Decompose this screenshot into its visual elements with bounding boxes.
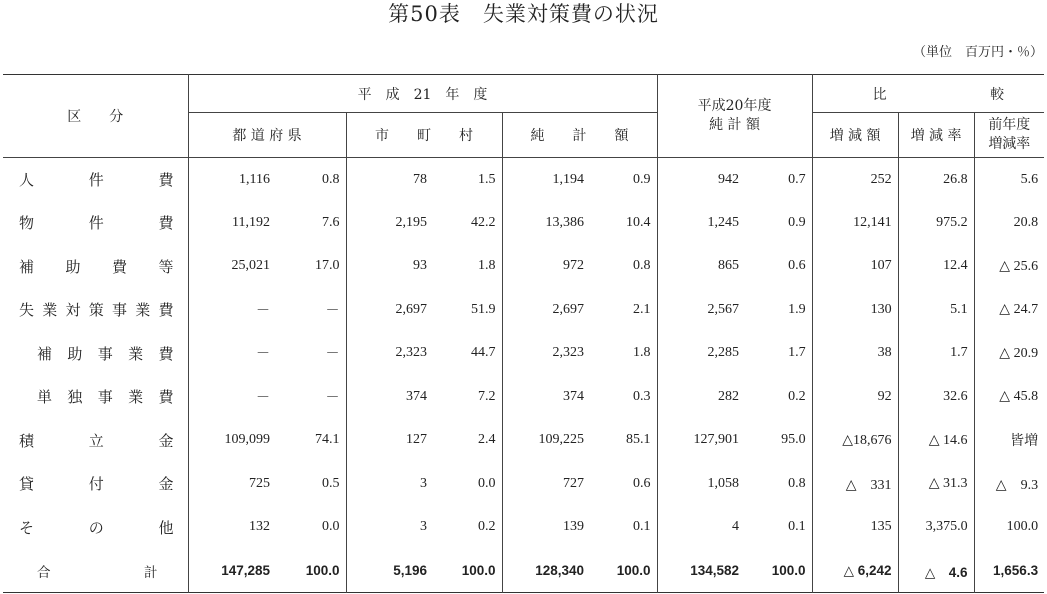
cell-y20-amount: 2,285 [657,332,745,376]
cell-prev-rate: △ 45.8 [974,375,1044,419]
row-label: 単独事業費 [37,390,174,407]
cell-y20-amount: 2,567 [657,288,745,332]
cell-pref-percent: － [325,347,340,363]
cell-pref-amount: 132 [188,506,276,550]
cell-net-amount: 1,194 [502,158,590,202]
cell-net-amount: 139 [502,506,590,550]
cell-diff-rate: 5.1 [898,288,974,332]
cell-muni-percent: 0.2 [478,519,496,535]
cell-y20-percent: 0.2 [788,388,806,404]
cell-muni-percent: 100.0 [461,563,496,578]
cell-prev-rate: △ 24.7 [974,288,1044,332]
unemployment-measures-table [3,74,1044,593]
cell-net-amount: 374 [502,375,590,419]
cell-net-percent: 85.1 [626,432,651,448]
cell-diff-amount: △ 331 [812,462,898,506]
cell-diff-rate: 3,375.0 [898,506,974,550]
cell-prev-rate: 皆増 [974,419,1044,463]
header-prefecture: 都 道 府 県 [188,113,346,158]
cell-y20-percent: 0.6 [788,258,806,274]
cell-y20-amount: 1,245 [657,201,745,245]
cell-muni-percent: 0.0 [478,475,496,491]
cell-pref-percent: 0.8 [322,171,340,187]
cell-net-amount: 2,697 [502,288,590,332]
cell-prev-rate: 100.0 [974,506,1044,550]
cell-y20-percent: 1.9 [788,301,806,317]
cell-pref-amount: 725 [188,462,276,506]
header-diff-rate: 増 減 率 [898,113,974,158]
header-year21: 平 成 21 年 度 [188,75,657,113]
table-row [3,332,1044,376]
header-year20: 平成20年度 純 計 額 [657,75,812,158]
cell-diff-amount: 130 [812,288,898,332]
row-label: その他 [19,520,174,537]
cell-muni-amount: 3 [346,506,433,550]
cell-pref-amount: － [188,332,276,376]
row-label: 合計 [37,564,158,581]
cell-pref-percent: 7.6 [322,214,340,230]
cell-prev-rate: △ 25.6 [974,245,1044,289]
row-label: 物件費 [19,216,174,233]
cell-net-amount: 972 [502,245,590,289]
cell-y20-amount: 4 [657,506,745,550]
cell-diff-rate: △ 4.6 [898,549,974,593]
table-row-total [3,549,1044,593]
cell-y20-percent: 100.0 [771,563,806,578]
cell-net-amount: 109,225 [502,419,590,463]
header-prev-rate: 前年度 増減率 [974,113,1044,158]
table-row [3,288,1044,332]
row-label: 失業対策事業費 [19,303,174,320]
cell-net-amount: 128,340 [502,549,590,593]
cell-pref-percent: 0.5 [322,475,340,491]
header-kubun: 区 分 [3,75,188,158]
cell-pref-percent: 100.0 [305,563,340,578]
cell-diff-amount: 107 [812,245,898,289]
cell-net-percent: 0.8 [633,258,651,274]
cell-muni-percent: 1.8 [478,258,496,274]
cell-muni-percent: 44.7 [471,345,496,361]
row-label: 貸付金 [19,477,174,494]
cell-muni-amount: 2,195 [346,201,433,245]
cell-y20-amount: 942 [657,158,745,202]
table-row [3,245,1044,289]
cell-diff-rate: 26.8 [898,158,974,202]
table-row [3,419,1044,463]
cell-prev-rate: △ 20.9 [974,332,1044,376]
cell-net-percent: 100.0 [616,563,651,578]
cell-pref-amount: 109,099 [188,419,276,463]
cell-y20-percent: 0.9 [788,214,806,230]
cell-pref-percent: － [325,303,340,319]
cell-diff-amount: △ 6,242 [812,549,898,593]
header-compare: 比 較 [812,75,1044,113]
cell-y20-percent: 95.0 [781,432,806,448]
header-diff-amount: 増 減 額 [812,113,898,158]
cell-y20-amount: 282 [657,375,745,419]
header-net-total: 純 計 額 [502,113,657,158]
cell-muni-percent: 2.4 [478,432,496,448]
cell-pref-amount: － [188,288,276,332]
cell-diff-amount: 135 [812,506,898,550]
cell-y20-amount: 865 [657,245,745,289]
cell-net-percent: 10.4 [626,214,651,230]
cell-muni-amount: 3 [346,462,433,506]
cell-y20-percent: 1.7 [788,345,806,361]
cell-diff-amount: 92 [812,375,898,419]
cell-prev-rate: 1,656.3 [974,549,1044,593]
cell-y20-amount: 127,901 [657,419,745,463]
cell-muni-percent: 42.2 [471,214,496,230]
cell-y20-amount: 1,058 [657,462,745,506]
cell-diff-rate: 975.2 [898,201,974,245]
cell-prev-rate: 20.8 [974,201,1044,245]
cell-prev-rate: △ 9.3 [974,462,1044,506]
cell-net-percent: 0.3 [633,388,651,404]
cell-diff-amount: 12,141 [812,201,898,245]
table-row [3,506,1044,550]
table-row [3,375,1044,419]
row-label: 補助事業費 [37,346,174,363]
cell-muni-percent: 51.9 [471,301,496,317]
cell-net-percent: 0.1 [633,519,651,535]
unit-note: （単位 百万円・％） [912,45,1043,60]
cell-y20-amount: 134,582 [657,549,745,593]
cell-muni-amount: 127 [346,419,433,463]
cell-pref-amount: 1,116 [188,158,276,202]
cell-pref-amount: 11,192 [188,201,276,245]
page-title: 第50表 失業対策費の状況 [388,2,659,26]
cell-muni-amount: 78 [346,158,433,202]
cell-net-amount: 13,386 [502,201,590,245]
table-row [3,201,1044,245]
cell-net-percent: 0.9 [633,171,651,187]
cell-muni-amount: 5,196 [346,549,433,593]
table-row [3,462,1044,506]
cell-muni-percent: 1.5 [478,171,496,187]
cell-y20-percent: 0.8 [788,475,806,491]
cell-diff-amount: 252 [812,158,898,202]
cell-net-percent: 0.6 [633,475,651,491]
cell-pref-percent: － [325,390,340,406]
cell-y20-percent: 0.1 [788,519,806,535]
cell-y20-percent: 0.7 [788,171,806,187]
cell-pref-amount: 25,021 [188,245,276,289]
cell-pref-amount: 147,285 [188,549,276,593]
cell-diff-rate: 12.4 [898,245,974,289]
row-label: 積立金 [19,433,174,450]
cell-diff-rate: 32.6 [898,375,974,419]
cell-muni-amount: 2,697 [346,288,433,332]
cell-diff-amount: 38 [812,332,898,376]
cell-diff-rate: △ 31.3 [898,462,974,506]
cell-pref-amount: － [188,375,276,419]
cell-muni-amount: 93 [346,245,433,289]
cell-net-amount: 727 [502,462,590,506]
cell-pref-percent: 17.0 [315,258,340,274]
table-row [3,158,1044,202]
cell-pref-percent: 0.0 [322,519,340,535]
cell-prev-rate: 5.6 [974,158,1044,202]
row-label: 人件費 [19,173,174,189]
cell-net-percent: 1.8 [633,345,651,361]
header-municipality: 市 町 村 [346,113,502,158]
cell-diff-rate: △ 14.6 [898,419,974,463]
cell-diff-rate: 1.7 [898,332,974,376]
row-label: 補助費等 [19,259,174,276]
cell-muni-percent: 7.2 [478,388,496,404]
cell-muni-amount: 374 [346,375,433,419]
cell-pref-percent: 74.1 [315,432,340,448]
cell-net-amount: 2,323 [502,332,590,376]
cell-net-percent: 2.1 [633,301,651,317]
cell-diff-amount: △18,676 [812,419,898,463]
cell-muni-amount: 2,323 [346,332,433,376]
